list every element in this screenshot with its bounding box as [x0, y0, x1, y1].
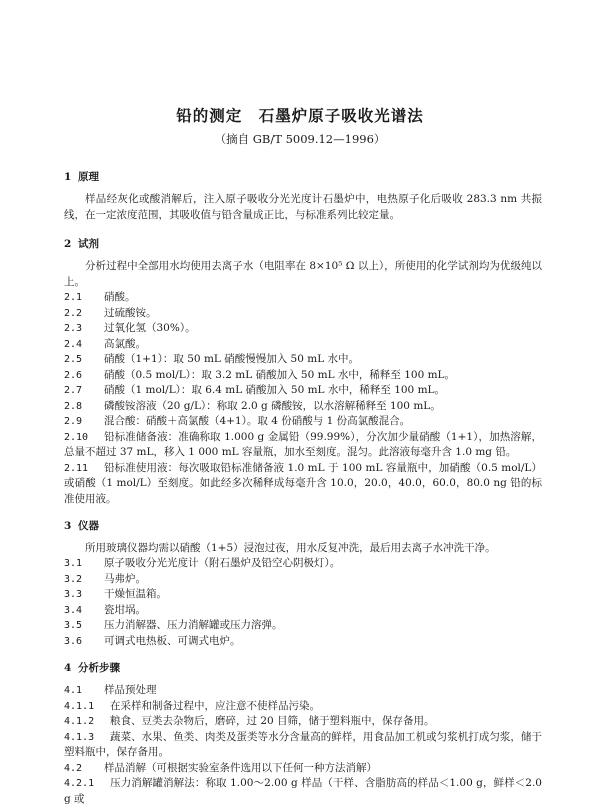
page-title: 铅的测定 石墨炉原子吸收光谱法 — [176, 106, 424, 125]
page-subtitle: （摘自 GB/T 5009.12—1996） — [214, 132, 386, 146]
list-item: 2.6 硝酸（0.5 mol/L）：取 3.2 mL 硝酸加入 50 mL 水中，稀释至 100 mL。 — [64, 368, 456, 381]
section-heading-principle: 1 原理 — [64, 171, 99, 183]
list-item: 3.2 马弗炉。 — [64, 572, 146, 585]
list-item: 2.5 硝酸（1+1）：取 50 mL 硝酸慢慢加入 50 mL 水中。 — [64, 353, 360, 365]
list-item: 2.2 过硫酸铵。 — [64, 306, 157, 319]
instruments-paragraph: 所用玻璃仪器均需以硝酸（1+5）浸泡过夜，用水反复冲洗，最后用去离子水冲洗干净。 — [85, 542, 496, 554]
document-body — [64, 170, 542, 807]
list-item: 3.5 压力消解器、压力消解罐或压力溶弹。 — [64, 619, 283, 631]
list-item: 2.11 铅标准使用液：每次吸取铅标准储备液 1.0 mL 于 100 mL 容量瓶中，加硝酸（0.5 mol/L）或硝酸（1 mol/L）至刻度。如此经多次稀释成每毫升含 10.0，20.0，40.0，60.0，80.0 ng 铅的标准使用液。 — [64, 461, 542, 505]
list-item: 2.3 过氧化氢（30%）。 — [64, 322, 196, 334]
list-item: 2.10 铅标准储备液：准确称取 1.000 g 金属铅（99.99%），分次加少量硝酸（1+1），加热溶解，总量不超过 37 mL，移入 1 000 mL 容量瓶，加水至刻度。混匀。此溶液每毫升含 1.0 mg 铅。 — [64, 430, 542, 458]
section-heading-instruments: 3 仪器 — [64, 520, 99, 532]
list-item: 2.1 硝酸。 — [64, 291, 136, 303]
list-item: 4.1.3 蔬菜、水果、鱼类、肉类及蛋类等水分含量高的鲜样，用食品加工机或匀浆机打成匀浆，储于塑料瓶中，保存备用。 — [64, 730, 542, 758]
list-item: 2.8 磷酸铵溶液（20 g/L）：称取 2.0 g 磷酸铵，以水溶解稀释至 100 mL。 — [64, 399, 441, 412]
list-item: 3.4 瓷坩埚。 — [64, 603, 146, 616]
list-item: 2.4 高氯酸。 — [64, 337, 146, 350]
section-heading-reagents: 2 试剂 — [64, 238, 99, 250]
list-item: 4.2 样品消解（可根据实验室条件选用以下任何一种方法消解） — [64, 761, 377, 774]
list-item: 3.3 干燥恒温箱。 — [64, 588, 167, 600]
list-item: 2.9 混合酸：硝酸＋高氯酸（4+1）。取 4 份硝酸与 1 份高氯酸混合。 — [64, 415, 411, 427]
list-item: 2.7 硝酸（1 mol/L）：取 6.4 mL 硝酸加入 50 mL 水中，稀释至 100 mL。 — [64, 384, 446, 396]
list-item: 3.1 原子吸收分光光度计（附石墨炉及铅空心阴极灯）。 — [64, 557, 341, 569]
reagents-paragraph: 分析过程中全部用水均使用去离子水（电阻率在 8×10⁵ Ω 以上），所使用的化学试剂均为优级纯以上。 — [64, 260, 542, 288]
list-item: 4.1 样品预处理 — [64, 684, 157, 696]
list-item: 3.6 可调式电热板、可调式电炉。 — [64, 634, 241, 647]
list-item: 4.2.1 压力消解罐消解法：称取 1.00～2.00 g 样品（干样、含脂肪高的样品＜1.00 g，鲜样＜2.0 g 或 — [64, 777, 542, 805]
list-item: 4.1.2 粮食、豆类去杂物后，磨碎，过 20 目筛，储于塑料瓶中，保存备用。 — [64, 715, 435, 727]
principle-paragraph: 样品经灰化或酸消解后，注入原子吸收分光光度计石墨炉中，电热原子化后吸收 283.3 nm 共振线，在一定浓度范围，其吸收值与铅含量成正比，与标准系列比较定量。 — [64, 193, 542, 221]
list-item: 4.1.1 在采样和制备过程中，应注意不使样品污染。 — [64, 699, 320, 712]
section-heading-procedure: 4 分析步骤 — [64, 662, 120, 674]
